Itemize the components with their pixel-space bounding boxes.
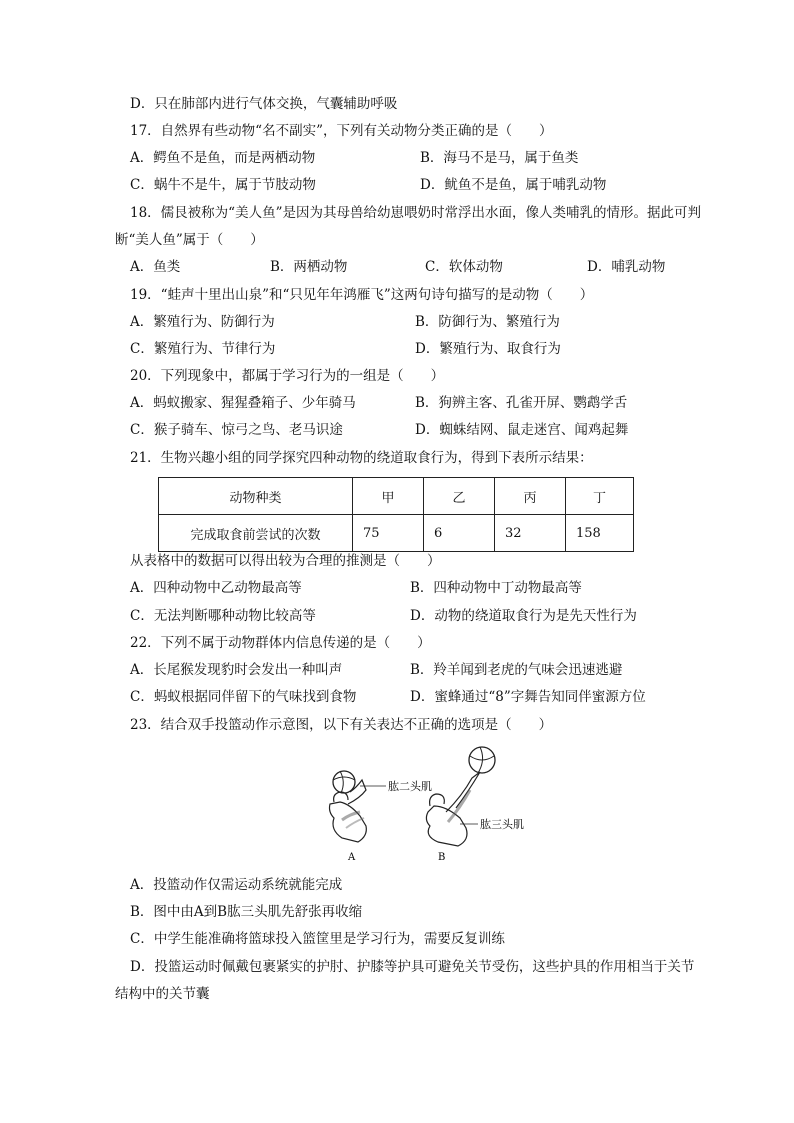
q17-stem: 17．自然界有些动物“名不副实”，下列有关动物分类正确的是（ ） [130, 123, 553, 139]
q19-option-d: D．繁殖行为、取食行为 [415, 341, 561, 357]
table-row [159, 515, 634, 552]
q20-option-a: A．蚂蚁搬家、猩猩叠箱子、少年骑马 [130, 395, 356, 411]
shooting-illustration [320, 742, 530, 864]
q22-option-b: B．羚羊闻到老虎的气味会迅速逃避 [410, 662, 623, 678]
q18-option-a: A．鱼类 [130, 259, 181, 275]
q16-option-d: D．只在肺部内进行气体交换，气囊辅助呼吸 [130, 96, 398, 112]
q21-stem: 21．生物兴趣小组的同学探究四种动物的绕道取食行为，得到下表所示结果： [130, 450, 593, 466]
q23-option-d-line1: D．投篮运动时佩戴包裹紧实的护肘、护膝等护具可避免关节受伤，这些护具的作用相当于关节 [130, 959, 695, 975]
table-header-cell: 乙 [424, 478, 495, 515]
q22-option-c: C．蚂蚁根据同伴留下的气味找到食物 [130, 689, 357, 705]
q19-option-a: A．繁殖行为、防御行为 [130, 314, 275, 330]
q21-option-d: D．动物的绕道取食行为是先天性行为 [410, 608, 637, 624]
q20-option-b: B．狗辨主客、孔雀开屏、鹦鹉学舌 [415, 395, 628, 411]
q22-stem: 22．下列不属于动物群体内信息传递的是（ ） [130, 635, 431, 651]
q22-option-a: A．长尾猴发现豹时会发出一种叫声 [130, 662, 343, 678]
q21-results-table [158, 477, 634, 552]
table-header-cell: 丙 [495, 478, 566, 515]
q19-stem: 19．“蛙声十里出山泉”和“只见年年鸿雁飞”这两句诗句描写的是动物（ ） [130, 287, 594, 303]
q17-option-d: D．鱿鱼不是鱼，属于哺乳动物 [420, 177, 607, 193]
table-cell: 6 [424, 515, 495, 552]
q18-stem-line2: 断“美人鱼”属于（ ） [115, 232, 264, 248]
label-triceps: 肱三头肌 [480, 818, 524, 831]
table-header-cell: 甲 [353, 478, 424, 515]
label-b: B [438, 852, 446, 863]
q20-option-d: D．蜘蛛结网、鼠走迷宫、闻鸡起舞 [415, 422, 629, 438]
q17-option-b: B．海马不是马，属于鱼类 [420, 150, 579, 166]
q21-option-b: B．四种动物中丁动物最高等 [410, 580, 582, 596]
label-a: A [348, 852, 356, 863]
table-cell: 75 [353, 515, 424, 552]
q23-option-d-line2: 结构中的关节囊 [115, 986, 210, 1002]
q23-stem: 23．结合双手投篮动作示意图，以下有关表达不正确的选项是（ ） [130, 717, 553, 733]
q22-option-d: D．蜜蜂通过“8”字舞告知同伴蜜源方位 [410, 689, 646, 705]
q18-option-c: C．软体动物 [425, 259, 503, 275]
q23-option-c: C．中学生能准确将篮球投入篮筐里是学习行为，需要反复训练 [130, 931, 505, 947]
table-header-cell: 动物种类 [159, 478, 353, 515]
table-header-cell: 丁 [566, 478, 634, 515]
q18-stem-line1: 18．儒艮被称为“美人鱼”是因为其母兽给幼崽喂奶时常浮出水面，像人类哺乳的情形。据此可判 [130, 205, 701, 221]
q21-option-c: C．无法判断哪种动物比较高等 [130, 608, 316, 624]
q23-option-b: B．图中由A到B肱三头肌先舒张再收缩 [130, 904, 363, 920]
q17-option-a: A．鳄鱼不是鱼，而是两栖动物 [130, 150, 316, 166]
table-header-row [159, 478, 634, 515]
q19-option-c: C．繁殖行为、节律行为 [130, 341, 276, 357]
q18-option-d: D．哺乳动物 [587, 259, 666, 275]
table-cell: 32 [495, 515, 566, 552]
q17-option-c: C．蜗牛不是牛，属于节肢动物 [130, 177, 316, 193]
q20-option-c: C．猴子骑车、惊弓之鸟、老马识途 [130, 422, 343, 438]
q21-stem-2: 从表格中的数据可以得出较为合理的推测是（ ） [130, 553, 441, 569]
q19-option-b: B．防御行为、繁殖行为 [415, 314, 560, 330]
q23-option-a: A．投篮动作仅需运动系统就能完成 [130, 877, 343, 893]
basketball-shooting-figure [320, 742, 530, 864]
table-cell: 158 [566, 515, 634, 552]
q21-option-a: A．四种动物中乙动物最高等 [130, 580, 302, 596]
q20-stem: 20．下列现象中，都属于学习行为的一组是（ ） [130, 368, 445, 384]
q18-option-b: B．两栖动物 [270, 259, 348, 275]
table-cell: 完成取食前尝试的次数 [159, 515, 353, 552]
label-biceps: 肱二头肌 [388, 780, 432, 793]
